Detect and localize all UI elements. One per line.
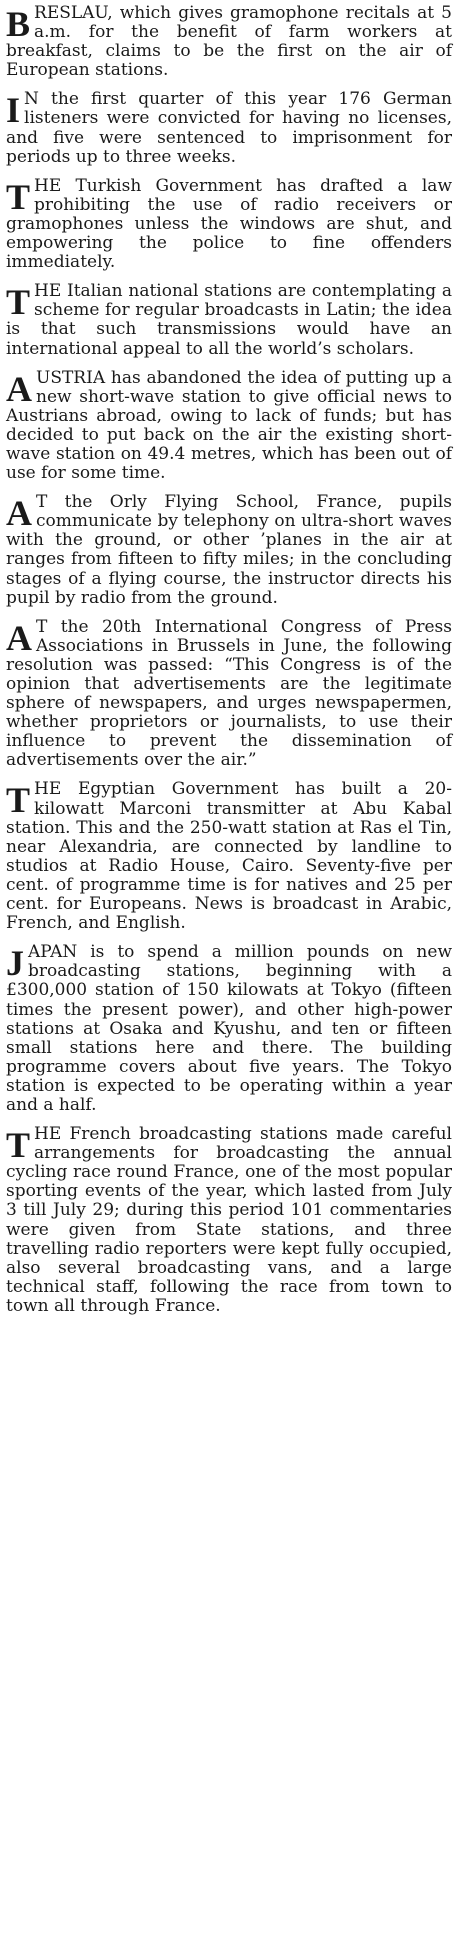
lead-word: APAN	[28, 942, 78, 963]
drop-initial: T	[6, 282, 31, 323]
paragraph-orly-flying-school	[6, 493, 452, 608]
paragraph-text: French broadcasting stations made careful arrangements for broadcasting the annual cycling race round France, one of the most popular sporting events of the year, which lasted from July 3 till July 29; during this period 101 commentaries were given from State stations, and three travelling radio reporters were kept fully occupied, also several broadcasting vans, and a large technical staff, following the race from town to town all through France.	[6, 1124, 452, 1316]
drop-initial: I	[6, 90, 21, 131]
lead-word: T	[36, 492, 48, 513]
paragraph-text: the Orly Flying School, France, pupils communicate by telephony on ultra-short waves with the ground, or other ’planes in the air at ranges from fifteen to fifty miles; in the concluding stages of a flying course, the instructor directs his pupil by radio from the ground.	[6, 492, 452, 608]
paragraph-text: Turkish Government has drafted a law prohibiting the use of radio receivers or gramophones unless the windows are shut, and empowering the police to fine offenders immediately.	[6, 175, 452, 273]
paragraph-japan	[6, 943, 452, 1115]
paragraph-breslau	[6, 4, 452, 80]
drop-initial: J	[6, 943, 24, 984]
drop-initial: T	[6, 176, 31, 217]
paragraph-opening	[6, 493, 452, 608]
paragraph-text: the first quarter of this year 176 German listeners were convicted for having no licenses, and five were sentenced to imprisonment for periods up to three weeks.	[6, 89, 452, 167]
paragraph-italian-stations	[6, 282, 452, 358]
drop-initial: A	[6, 617, 32, 658]
drop-initial: A	[6, 368, 32, 409]
paragraph-opening	[6, 282, 452, 358]
paragraph-opening	[6, 4, 452, 80]
paragraph-turkish-government	[6, 177, 452, 272]
paragraph-austria	[6, 369, 452, 484]
paragraph-opening	[6, 90, 452, 166]
drop-initial: A	[6, 493, 32, 534]
paragraph-text: has abandoned the idea of putting up a new short-wave station to give official news to Austrians abroad, owing to lack of funds; but has decided to put back on the air the existing short-wave station on 49.4 metres, which has been out of use for some time.	[6, 367, 452, 484]
drop-initial: T	[6, 1125, 31, 1166]
paragraph-press-congress	[6, 618, 452, 771]
paragraph-text: is to spend a million pounds on new broadcasting stations, beginning with a £300,000 station of 150 kilowats at Tokyo (fifteen times the present power), and other high-power stations at Osaka and Kyushu, and ten or fifteen small stations here and there. The building programme covers about five years. The Tokyo station is expected to be operating within a year and a half.	[6, 942, 452, 1115]
lead-word: T	[36, 616, 48, 637]
paragraph-german-listeners	[6, 90, 452, 166]
paragraph-text: Egyptian Government has built a 20-kilowatt Marconi transmitter at Abu Kabal station. This and the 250-watt station at Ras el Tin, near Alexandria, are connected by landline to studios at Radio House, Cairo. Seventy-five per cent. of programme time is for natives and 25 per cent. for Europeans. News is broadcast in Arabic, French, and English.	[6, 779, 452, 934]
lead-word: HE	[34, 1124, 62, 1145]
paragraph-opening	[6, 177, 452, 272]
lead-word: RESLAU,	[34, 3, 113, 23]
paragraph-opening	[6, 943, 452, 1115]
paragraph-opening	[6, 369, 452, 484]
lead-word: N	[24, 89, 39, 110]
lead-word: HE	[34, 779, 62, 800]
drop-initial: T	[6, 780, 31, 821]
lead-word: HE	[34, 175, 62, 196]
paragraph-text: Italian national stations are contemplating a scheme for regular broadcasts in Latin; the idea is that such transmissions would have an international appeal to all the world’s scholars.	[6, 281, 452, 359]
paragraph-egyptian-government	[6, 780, 452, 933]
lead-word: HE	[34, 281, 62, 302]
paragraph-french-stations	[6, 1125, 452, 1316]
paragraph-opening	[6, 780, 452, 933]
drop-initial: B	[6, 4, 31, 44]
paragraph-text: which gives gramophone recitals at 5 a.m. for the benefit of farm workers at breakfast, claims to be the first on the air of European stations.	[6, 3, 452, 81]
paragraph-opening	[6, 618, 452, 771]
paragraph-opening	[6, 1125, 452, 1316]
paragraph-text: the 20th International Congress of Press Associations in Brussels in June, the following resolution was passed: “This Congress is of the opinion that advertisements are the legitimate sphere of newspapers, and urges newspapermen, whether proprietors or journalists, to use their influence to prevent the dissemination of advertisements over the air.”	[6, 616, 452, 771]
lead-word: USTRIA	[36, 367, 106, 388]
